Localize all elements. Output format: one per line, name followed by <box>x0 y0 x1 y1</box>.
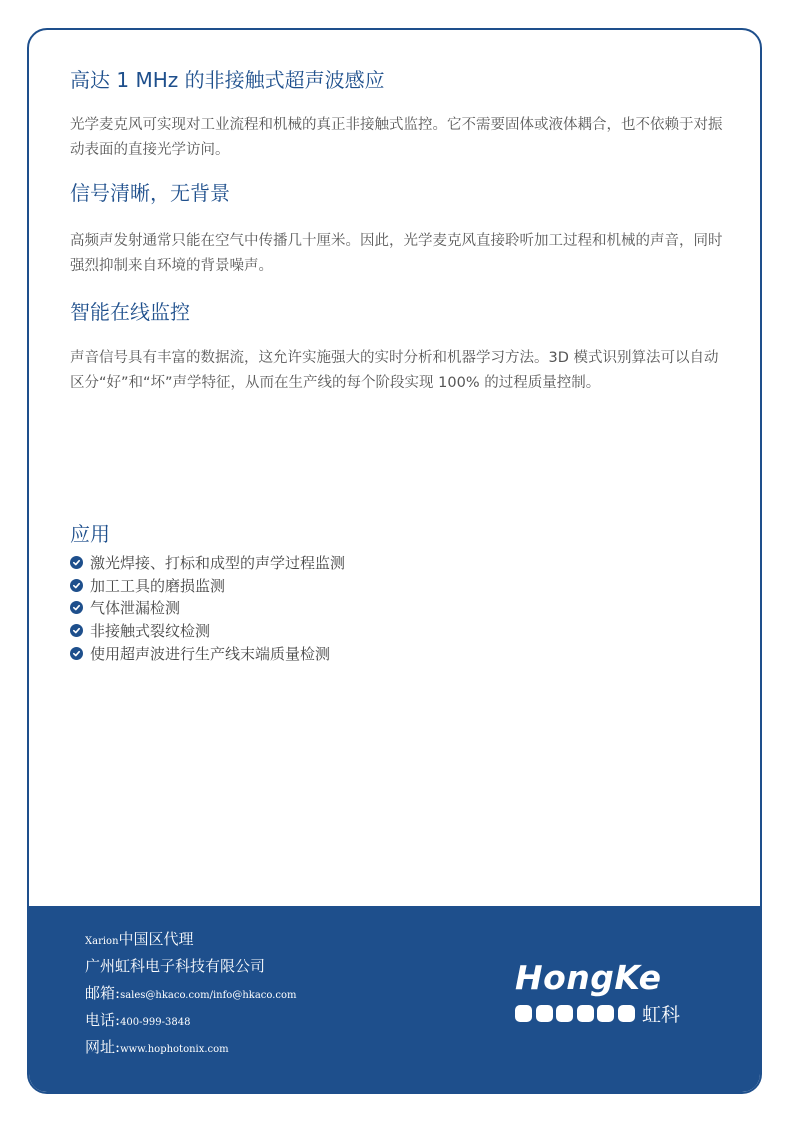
agent-label: 中国区代理 <box>118 930 194 948</box>
list-item <box>70 551 345 574</box>
applications-list <box>70 551 345 665</box>
list-item <box>70 619 345 642</box>
section-body-smart-monitoring: 声音信号具有丰富的数据流，这允许实施强大的实时分析和机器学习方法。3D 模式识别算法可以自动区分“好”和“坏”声学特征，从而在生产线的每个阶段实现 100% 的过程质量控制。 <box>70 350 719 391</box>
email-label: 邮箱: <box>85 984 121 1002</box>
check-circle-icon <box>70 647 83 660</box>
list-item <box>70 597 345 620</box>
logo-subline <box>515 1000 725 1027</box>
page-card <box>27 28 762 1094</box>
check-circle-icon <box>70 624 83 637</box>
section-heading-clear-signal: 信号清晰，无背景 <box>70 181 230 205</box>
phone-line <box>85 1009 297 1036</box>
web-label: 网址: <box>85 1038 121 1056</box>
email-link[interactable]: sales@hkaco.com/info@hkaco.com <box>120 990 297 1001</box>
company-name: 广州虹科电子科技有限公司 <box>85 957 266 975</box>
hongke-logo <box>515 960 725 1027</box>
company-line <box>85 955 297 982</box>
section-heading-ultrasonic: 高达 1 MHz 的非接触式超声波感应 <box>70 68 385 92</box>
section-heading-smart-monitoring: 智能在线监控 <box>70 300 190 324</box>
phone-number: 400-999-3848 <box>120 1017 191 1028</box>
agent-brand: Xarion <box>85 936 119 947</box>
logo-chinese-name: 虹科 <box>642 1004 681 1026</box>
web-link[interactable]: www.hophotonix.com <box>120 1044 229 1055</box>
agent-line <box>85 928 297 955</box>
list-item-label: 加工工具的磨损监测 <box>90 576 226 595</box>
check-circle-icon <box>70 601 83 614</box>
list-item-label: 使用超声波进行生产线末端质量检测 <box>90 645 331 664</box>
contact-block <box>85 928 297 1063</box>
list-item-label: 激光焊接、打标和成型的声学过程监测 <box>90 553 346 572</box>
list-item-label: 气体泄漏检测 <box>90 599 181 618</box>
list-item <box>70 574 345 597</box>
logo-blocks-icon <box>515 1005 638 1022</box>
check-circle-icon <box>70 556 83 569</box>
logo-wordmark: HongKe <box>515 958 662 997</box>
phone-label: 电话: <box>85 1011 121 1029</box>
check-circle-icon <box>70 579 83 592</box>
applications-heading: 应用 <box>70 522 110 546</box>
list-item-label: 非接触式裂纹检测 <box>90 622 211 641</box>
web-line <box>85 1036 297 1063</box>
footer-band <box>29 906 760 1092</box>
section-body-ultrasonic: 光学麦克风可实现对工业流程和机械的真正非接触式监控。它不需要固体或液体耦合，也不依赖于对振动表面的直接光学访问。 <box>70 117 723 158</box>
section-body-clear-signal: 高频声发射通常只能在空气中传播几十厘米。因此，光学麦克风直接聆听加工过程和机械的声音，同时强烈抑制来自环境的背景噪声。 <box>70 233 723 274</box>
list-item <box>70 642 345 665</box>
email-line <box>85 982 297 1009</box>
